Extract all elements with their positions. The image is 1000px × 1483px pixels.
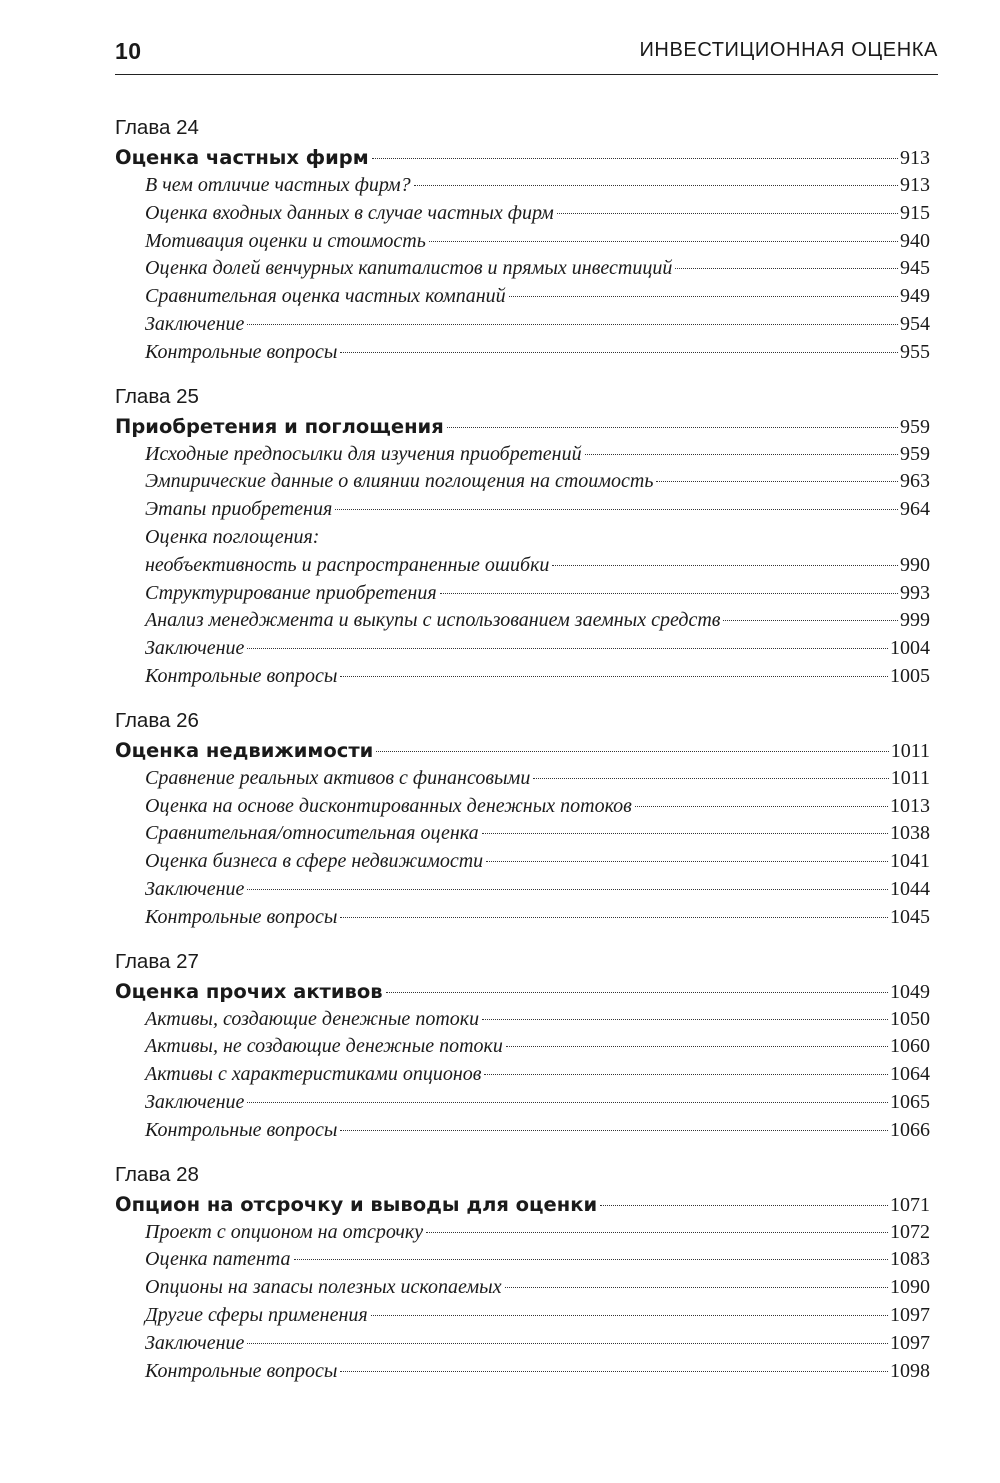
toc-entry-row[interactable] [115, 283, 930, 311]
chapter-label: Глава 25 [115, 384, 199, 408]
toc-entry-title: Контрольные вопросы [145, 1118, 338, 1141]
toc-entry-title: Сравнительная оценка частных компаний [145, 285, 506, 308]
toc-entry-title: Заключение [145, 637, 245, 660]
chapter-page-number: 1071 [890, 1193, 930, 1216]
toc-entry-row[interactable] [115, 1033, 930, 1061]
dot-leader [371, 1315, 888, 1316]
toc-entry-row[interactable] [115, 228, 930, 256]
toc-entry-title: Заключение [145, 1331, 245, 1354]
dot-leader [533, 778, 888, 779]
toc-entry-row[interactable] [115, 607, 930, 635]
dot-leader [552, 565, 898, 566]
dot-leader [675, 268, 898, 269]
toc-entry-row[interactable] [115, 580, 930, 608]
toc-entry-title: Проект с опционом на отсрочку [145, 1220, 424, 1243]
toc-entry-page-number: 1083 [890, 1248, 930, 1271]
dot-leader [426, 1232, 888, 1233]
toc-entry-title: Заключение [145, 877, 245, 900]
page-number: 10 [115, 38, 142, 64]
toc-entry-title: Другие сферы применения [145, 1303, 368, 1326]
toc-entry-row[interactable] [115, 1219, 930, 1247]
toc-entry-page-number: 954 [900, 312, 930, 335]
dot-leader [386, 992, 888, 993]
toc-entry-row[interactable] [115, 468, 930, 496]
toc-entry-row[interactable] [115, 1089, 930, 1117]
chapter-title: Оценка частных фирм [115, 146, 369, 169]
dot-leader [635, 806, 888, 807]
toc-entry-page-number: 949 [900, 285, 930, 308]
dot-leader [482, 833, 888, 834]
chapter-title-row[interactable] [115, 412, 930, 441]
toc-entry-title: Активы с характеристиками опционов [145, 1063, 482, 1086]
toc-entry-page-number: 1072 [890, 1220, 930, 1243]
chapter-title: Оценка недвижимости [115, 738, 374, 762]
toc-entry-title: Мотивация оценки и стоимость [145, 229, 426, 252]
dot-leader [340, 676, 888, 677]
toc-entry-row[interactable] [115, 172, 930, 200]
dot-leader [440, 593, 898, 594]
chapter-block [115, 946, 930, 1145]
toc-entry-row[interactable] [115, 1302, 930, 1330]
dot-leader [505, 1287, 888, 1288]
toc-entry-row[interactable] [115, 793, 930, 821]
toc-entry-page-number: 959 [900, 442, 930, 465]
chapter-title-row[interactable] [115, 143, 930, 172]
dot-leader [247, 1102, 888, 1103]
toc-entry-row[interactable] [115, 311, 930, 339]
toc-entry-page-number: 1011 [890, 766, 930, 789]
toc-entry-title: Оценка поглощения: [145, 525, 320, 548]
toc-entry-title: Опционы на запасы полезных ископаемых [145, 1276, 502, 1299]
toc-entry-page-number: 999 [900, 609, 930, 632]
book-title: ИНВЕСТИЦИОННАЯ ОЦЕНКА [639, 39, 938, 61]
dot-leader [482, 1019, 888, 1020]
toc-entry-page-number: 1097 [890, 1303, 930, 1326]
toc-entry-title: Заключение [145, 312, 245, 335]
toc-entry-page-number: 1097 [890, 1331, 930, 1354]
toc-entry-row[interactable] [115, 1006, 930, 1034]
toc-entry-row[interactable] [115, 635, 930, 663]
toc-entry-row[interactable] [115, 339, 930, 367]
toc-entry-page-number: 1038 [890, 822, 930, 845]
chapter-page-number: 959 [900, 415, 930, 438]
dot-leader [656, 481, 898, 482]
toc-entry-title: Эмпирические данные о влиянии поглощения на стоимость [145, 470, 654, 493]
chapter-title: Оценка прочих активов [115, 979, 383, 1003]
toc-entry-title: Структурирование приобретения [145, 581, 437, 604]
running-header [115, 34, 938, 75]
dot-leader [723, 620, 898, 621]
chapter-title-row[interactable] [115, 1190, 930, 1219]
toc-entry-page-number: 1098 [890, 1359, 930, 1382]
toc-entry-title: Контрольные вопросы [145, 340, 338, 363]
toc-entry-page-number: 964 [900, 498, 930, 521]
toc-entry-title: Сравнение реальных активов с финансовыми [145, 766, 531, 789]
toc-entry-page-number: 913 [900, 174, 930, 196]
dot-leader [447, 427, 898, 428]
dot-leader [247, 648, 888, 649]
dot-leader [247, 324, 898, 325]
dot-leader [340, 917, 888, 918]
chapter-label: Глава 28 [115, 1162, 199, 1186]
toc-entry-row[interactable] [115, 848, 930, 876]
chapter-block [115, 705, 930, 932]
toc-entry-title: Активы, создающие денежные потоки [145, 1007, 480, 1030]
toc-entry-page-number: 940 [900, 229, 930, 252]
toc-entry-page-number: 990 [900, 553, 930, 576]
toc-entry-row[interactable] [115, 441, 930, 469]
dot-leader [247, 1343, 888, 1344]
toc-entry-title: Сравнительная/относительная оценка [145, 822, 479, 845]
toc-entry-page-number: 1060 [890, 1035, 930, 1058]
chapter-block [115, 1159, 930, 1386]
chapter-title: Приобретения и поглощения [115, 414, 444, 438]
toc-entry-row[interactable] [115, 200, 930, 228]
chapter-page-number: 1011 [890, 739, 930, 762]
toc-entry-row[interactable] [115, 904, 930, 932]
table-of-contents [115, 112, 930, 1399]
toc-entry-row[interactable] [115, 1246, 930, 1274]
chapter-page-number: 913 [900, 147, 930, 169]
dot-leader [340, 1371, 888, 1372]
toc-entry-row[interactable] [115, 663, 930, 691]
toc-entry-page-number: 1013 [890, 794, 930, 817]
dot-leader [335, 509, 898, 510]
toc-entry-row[interactable] [115, 255, 930, 283]
dot-leader [340, 352, 898, 353]
toc-entry-title: Контрольные вопросы [145, 905, 338, 928]
toc-entry-title: Оценка бизнеса в сфере недвижимости [145, 850, 484, 873]
toc-entry-row-continued[interactable] [115, 552, 930, 580]
dot-leader [506, 1046, 888, 1047]
toc-entry-title: Контрольные вопросы [145, 1359, 338, 1382]
dot-leader [486, 861, 888, 862]
toc-entry-title: Анализ менеджмента и выкупы с использованием заемных средств [145, 609, 721, 632]
toc-entry-page-number: 1066 [890, 1118, 930, 1141]
toc-entry-row[interactable] [115, 820, 930, 848]
chapter-block [115, 112, 930, 367]
dot-leader [600, 1205, 888, 1206]
toc-entry-page-number: 955 [900, 340, 930, 363]
dot-leader [372, 158, 898, 159]
toc-entry-page-number: 1004 [890, 637, 930, 660]
toc-entry-page-number: 1005 [890, 664, 930, 687]
chapter-title: Опцион на отсрочку и выводы для оценки [115, 1192, 598, 1216]
toc-entry-page-number: 963 [900, 470, 930, 493]
toc-entry-row[interactable] [115, 1274, 930, 1302]
toc-entry-title: Этапы приобретения [145, 498, 333, 521]
toc-entry-title: Оценка патента [145, 1248, 291, 1271]
toc-entry-title: Оценка на основе дисконтированных денежных потоков [145, 794, 632, 817]
dot-leader [294, 1259, 888, 1260]
chapter-label: Глава 24 [115, 116, 199, 139]
toc-entry-row[interactable] [115, 1330, 930, 1358]
toc-entry-row[interactable] [115, 876, 930, 904]
toc-entry-row[interactable] [115, 524, 930, 552]
dot-leader [484, 1074, 888, 1075]
toc-entry-row[interactable] [115, 496, 930, 524]
toc-entry-row[interactable] [115, 1358, 930, 1386]
toc-entry-page-number: 1064 [890, 1063, 930, 1086]
toc-entry-title: Заключение [145, 1090, 245, 1113]
toc-entry-row[interactable] [115, 1061, 930, 1089]
toc-entry-title: Активы, не создающие денежные потоки [145, 1035, 503, 1058]
toc-entry-page-number: 993 [900, 581, 930, 604]
dot-leader [340, 1130, 888, 1131]
toc-entry-page-number: 1050 [890, 1007, 930, 1030]
toc-entry-title: Контрольные вопросы [145, 664, 338, 687]
toc-entry-title: Оценка входных данных в случае частных фирм [145, 201, 554, 224]
dot-leader [414, 185, 898, 186]
dot-leader [509, 296, 898, 297]
dot-leader [585, 454, 898, 455]
toc-entry-page-number: 1041 [890, 850, 930, 873]
chapter-label: Глава 27 [115, 949, 199, 973]
chapter-title-row[interactable] [115, 977, 930, 1006]
dot-leader [557, 213, 898, 214]
toc-entry-title: В чем отличие частных фирм? [145, 174, 411, 196]
toc-entry-title: Исходные предпосылки для изучения приобретений [145, 442, 582, 465]
toc-entry-page-number: 1090 [890, 1276, 930, 1299]
toc-entry-title: Оценка долей венчурных капиталистов и прямых инвестиций [145, 257, 673, 280]
toc-entry-title-continued: необъективность и распространенные ошибки [145, 553, 550, 576]
dot-leader [376, 751, 888, 752]
chapter-label: Глава 26 [115, 708, 199, 732]
toc-entry-page-number: 915 [900, 201, 930, 224]
chapter-block [115, 381, 930, 691]
chapter-title-row[interactable] [115, 736, 930, 765]
toc-entry-row[interactable] [115, 1117, 930, 1145]
toc-entry-page-number: 1044 [890, 877, 930, 900]
toc-entry-page-number: 1045 [890, 905, 930, 928]
toc-entry-page-number: 945 [900, 257, 930, 280]
chapter-page-number: 1049 [890, 980, 930, 1003]
dot-leader [247, 889, 888, 890]
dot-leader [429, 241, 898, 242]
toc-entry-row[interactable] [115, 765, 930, 793]
toc-entry-page-number: 1065 [890, 1090, 930, 1113]
